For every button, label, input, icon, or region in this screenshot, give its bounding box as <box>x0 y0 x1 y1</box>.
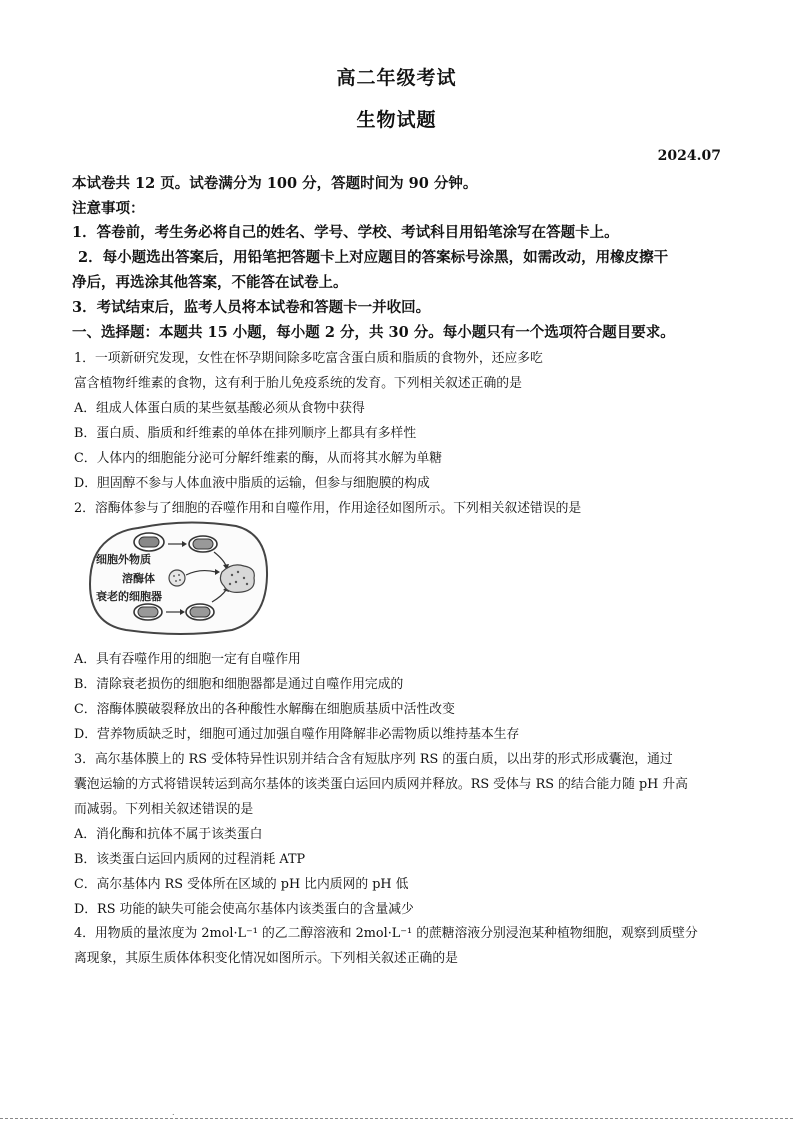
q1-stem-line-1: 1．一项新研究发现，女性在怀孕期间除多吃富含蛋白质和脂质的食物外，还应多吃 <box>74 351 543 366</box>
lysosome-pathway-figure <box>86 520 271 636</box>
phagosome-inner <box>193 539 213 549</box>
q2-option-d: D．营养物质缺乏时，细胞可通过加强自噬作用降解非必需物质以维持基本生存 <box>74 727 520 742</box>
footer-dot: . <box>172 1108 175 1117</box>
note-3: 3．考试结束后，监考人员将本试卷和答题卡一并收回。 <box>72 299 431 316</box>
autophagosome-inner <box>190 607 210 617</box>
q1-stem-line-2: 富含植物纤维素的食物，这有利于胎儿免疫系统的发育。下列相关叙述正确的是 <box>74 376 522 391</box>
q3-stem-line-2: 囊泡运输的方式将错误转运到高尔基体的该类蛋白运回内质网并释放。RS 受体与 RS 的结合能力随 pH 升高 <box>74 777 688 792</box>
lysosome <box>169 570 185 586</box>
note-1: 1．答卷前，考生务必将自己的姓名、学号、学校、考试科目用铅笔涂写在答题卡上。 <box>72 224 619 241</box>
q3-option-a: A．消化酶和抗体不属于该类蛋白 <box>74 827 263 842</box>
label-extracellular: 细胞外物质 <box>96 553 151 566</box>
residual-body <box>220 565 254 593</box>
q1-option-a: A．组成人体蛋白质的某些氨基酸必须从食物中获得 <box>74 401 365 416</box>
q1-option-c: C．人体内的细胞能分泌可分解纤维素的酶，从而将其水解为单糖 <box>74 451 443 466</box>
exam-title: 高二年级考试 <box>336 67 457 89</box>
q1-option-b: B．蛋白质、脂质和纤维素的单体在排列顺序上都具有多样性 <box>74 426 417 441</box>
page-bottom-rule <box>0 1118 793 1119</box>
q2-stem: 2．溶酶体参与了细胞的吞噬作用和自噬作用，作用途径如图所示。下列相关叙述错误的是 <box>74 501 582 516</box>
q2-option-c: C．溶酶体膜破裂释放出的各种酸性水解酶在细胞质基质中活性改变 <box>74 702 455 717</box>
note-2-line-1: 2．每小题选出答案后，用铅笔把答题卡上对应题目的答案标号涂黑，如需改动，用橡皮擦干 <box>78 249 669 266</box>
q1-option-d: D．胆固醇不参与人体血液中脂质的运输，但参与细胞膜的构成 <box>74 476 430 491</box>
aging-organelle <box>138 607 158 617</box>
subject-title: 生物试题 <box>356 109 437 131</box>
q2-option-b: B．清除衰老损伤的细胞和细胞器都是通过自噬作用完成的 <box>74 677 404 692</box>
exam-date: 2024.07 <box>657 148 721 164</box>
q3-option-c: C．高尔基体内 RS 受体所在区域的 pH 比内质网的 pH 低 <box>74 877 409 892</box>
note-2-line-2: 净后，再选涂其他答案，不能答在试卷上。 <box>72 274 348 291</box>
label-aging-organelle: 衰老的细胞器 <box>96 590 162 603</box>
notes-title: 注意事项： <box>72 200 145 217</box>
section-1-heading: 一、选择题：本题共 15 小题，每小题 2 分，共 30 分。每小题只有一个选项符合题目要求。 <box>72 324 675 341</box>
label-lysosome: 溶酶体 <box>122 572 155 585</box>
exam-summary: 本试卷共 12 页。试卷满分为 100 分，答题时间为 90 分钟。 <box>72 175 478 192</box>
extracellular-material <box>139 537 159 547</box>
q4-stem-line-1: 4．用物质的量浓度为 2mol·L⁻¹ 的乙二醇溶液和 2mol·L⁻¹ 的蔗糖溶液分别浸泡某种植物细胞，观察到质壁分 <box>74 926 698 941</box>
q3-option-b: B．该类蛋白运回内质网的过程消耗 ATP <box>74 852 306 867</box>
q3-stem-line-1: 3．高尔基体膜上的 RS 受体特异性识别并结合含有短肽序列 RS 的蛋白质，以出芽的形式形成囊泡，通过 <box>74 752 673 767</box>
q2-option-a: A．具有吞噬作用的细胞一定有自噬作用 <box>74 652 301 667</box>
q3-stem-line-3: 而减弱。下列相关叙述错误的是 <box>74 802 254 817</box>
q4-stem-line-2: 离现象，其原生质体体积变化情况如图所示。下列相关叙述正确的是 <box>74 951 458 966</box>
q3-option-d: D．RS 功能的缺失可能会使高尔基体内该类蛋白的含量减少 <box>74 902 414 917</box>
